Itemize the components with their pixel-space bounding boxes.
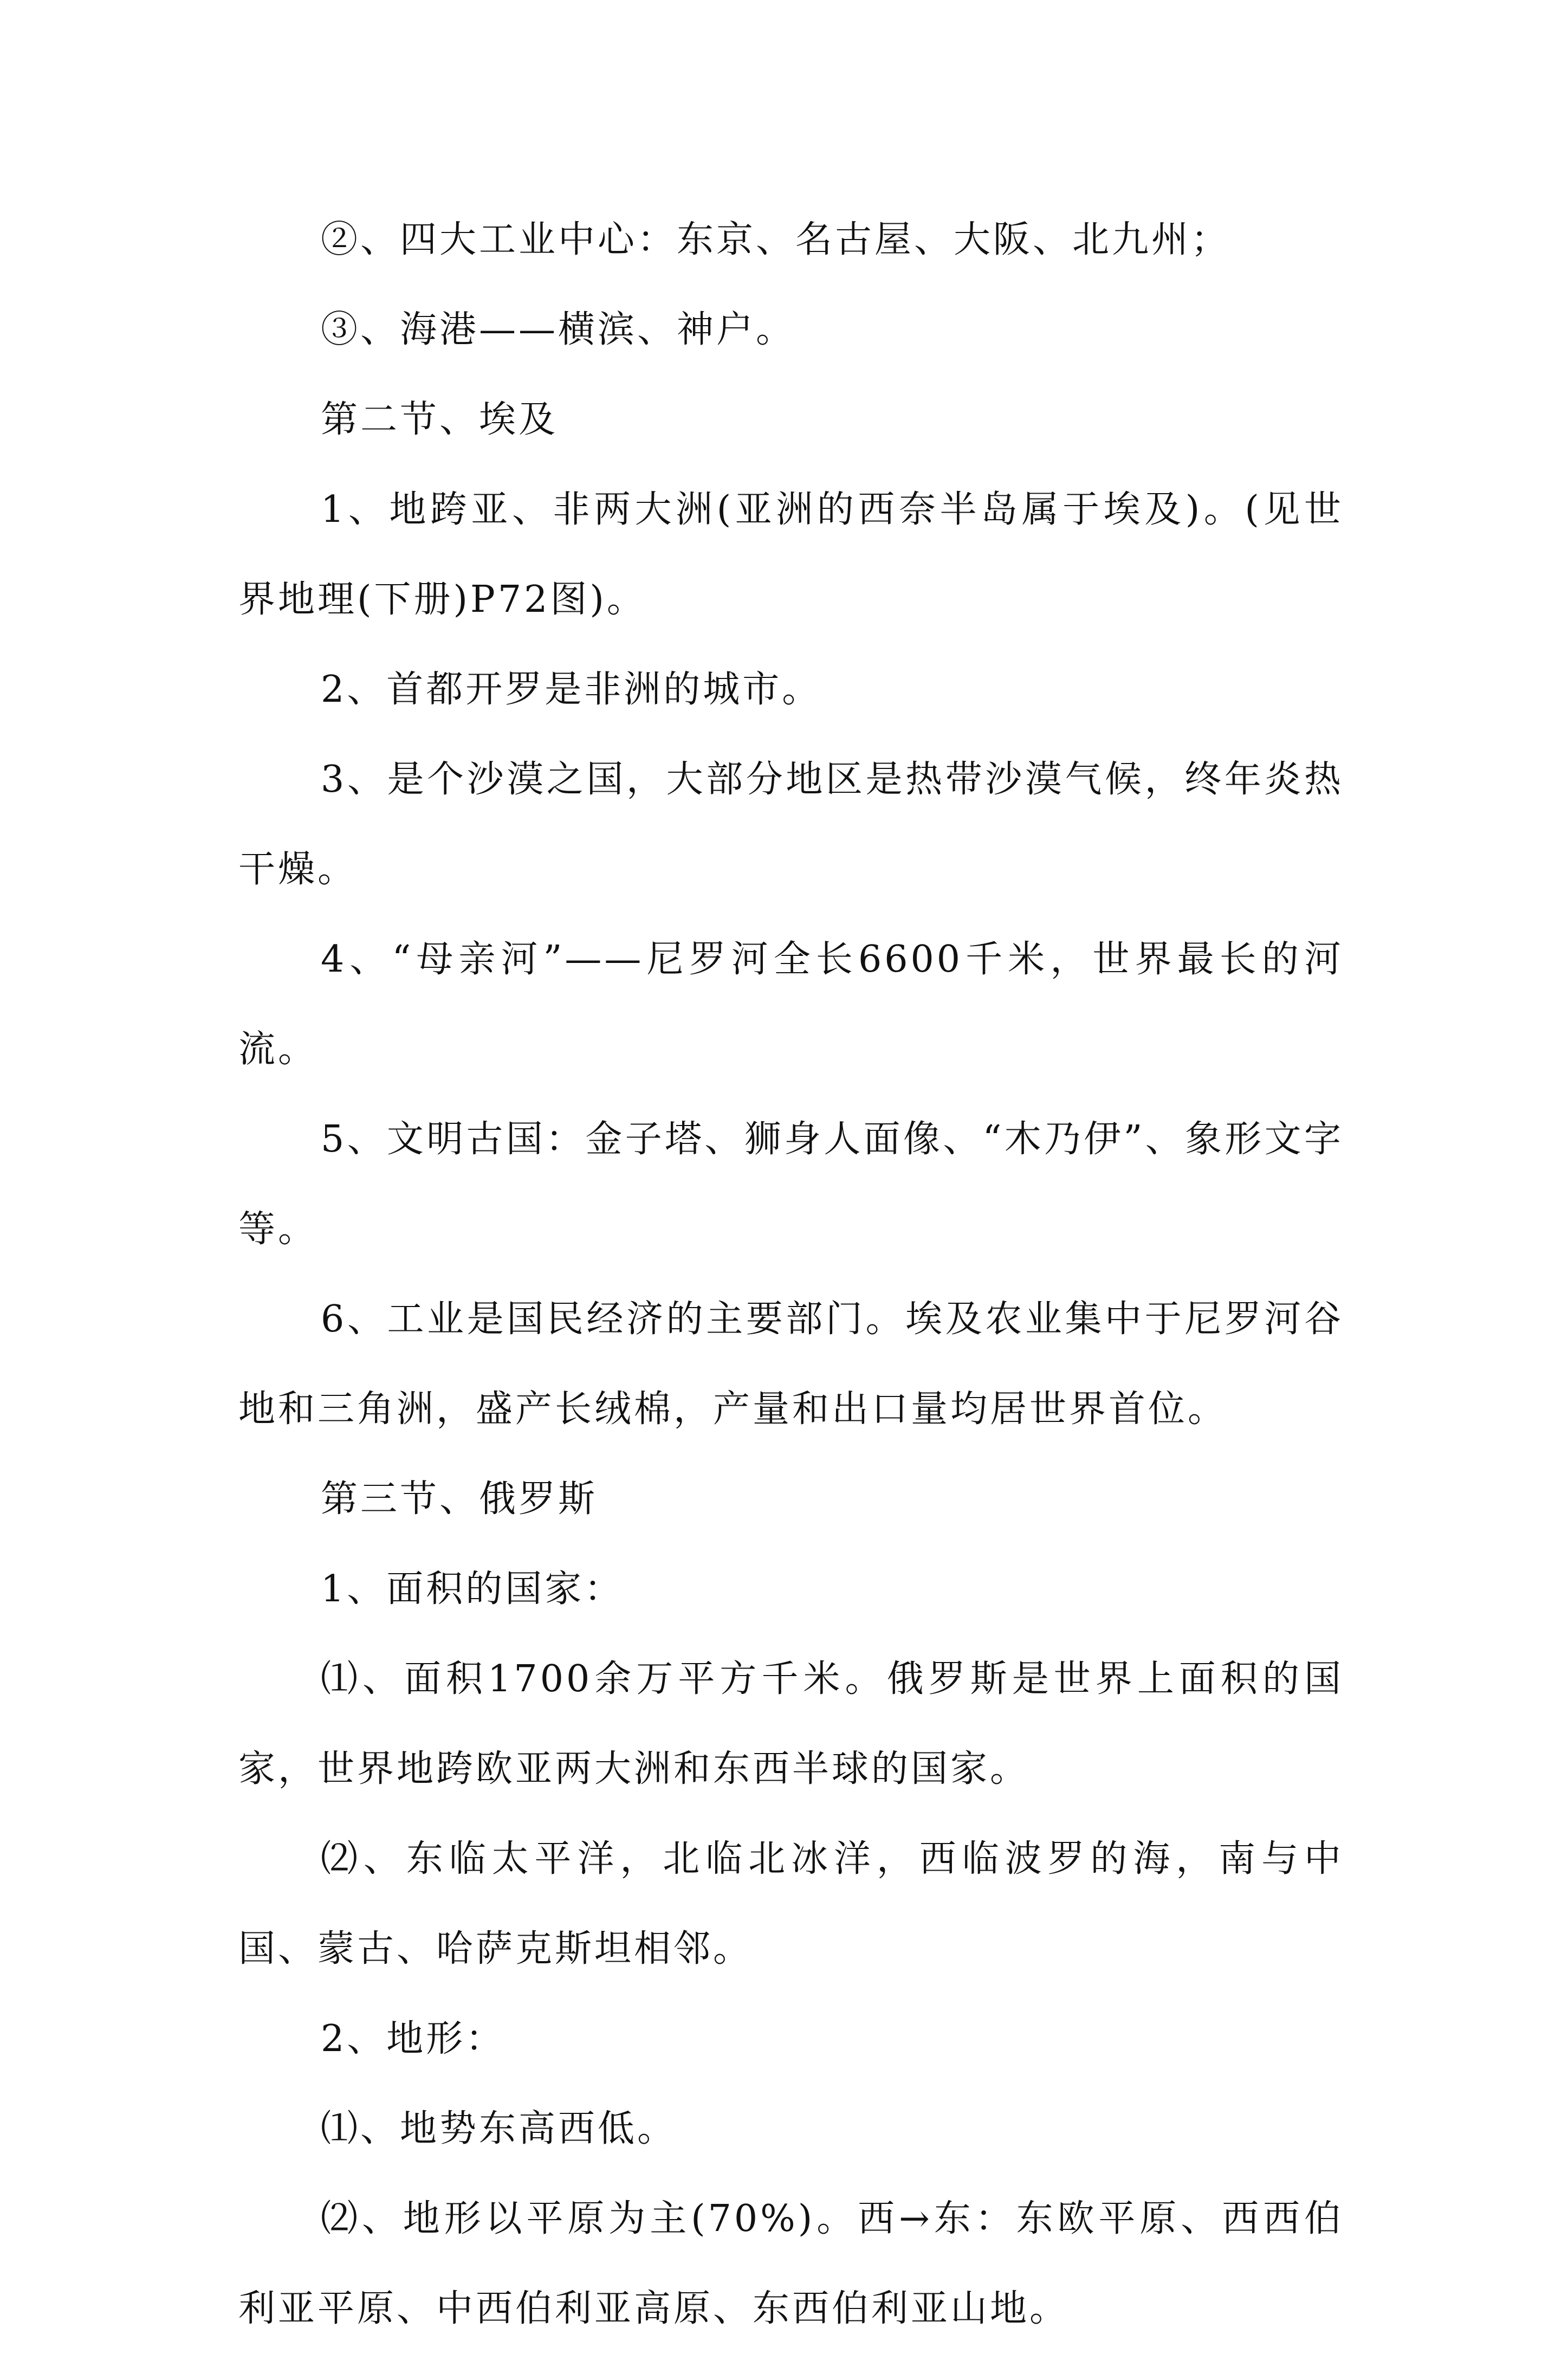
paragraph-seaports: ③、海港——横滨、神户。 <box>321 308 796 351</box>
paragraph-ancient-civilization: 5、文明古国：金子塔、狮身人面像、“木乃伊”、象形文字等。 <box>238 1118 1344 1251</box>
paragraph-russia-area-heading: 1、面积的国家： <box>321 1568 624 1611</box>
paragraph-terrain-plains: ⑵、地形以平原为主(70%)。西→东：东欧平原、西西伯利亚平原、中西伯利亚高原、东西伯利亚山地。 <box>238 2197 1344 2330</box>
paragraph-russia-borders: ⑵、东临太平洋，北临北冰洋，西临波罗的海，南与中国、蒙古、哈萨克斯坦相邻。 <box>238 1838 1344 1970</box>
paragraph-egypt-capital: 2、首都开罗是非洲的城市。 <box>321 668 822 711</box>
section-heading-egypt: 第二节、埃及 <box>321 398 559 441</box>
paragraph-terrain-heading: 2、地形： <box>321 2017 506 2060</box>
document-body <box>238 195 1344 2354</box>
section-heading-russia: 第三节、俄罗斯 <box>321 1478 598 1521</box>
paragraph-russia-area: ⑴、面积1700余万平方千米。俄罗斯是世界上面积的国家，世界地跨欧亚两大洲和东西半球的国家。 <box>238 1658 1344 1790</box>
paragraph-egypt-economy: 6、工业是国民经济的主要部门。埃及农业集中于尼罗河谷地和三角洲，盛产长绒棉，产量和出口量均居世界首位。 <box>238 1298 1344 1431</box>
paragraph-nile-river: 4、“母亲河”——尼罗河全长6600千米，世界最长的河流。 <box>238 938 1344 1071</box>
paragraph-terrain-elevation: ⑴、地势东高西低。 <box>321 2107 677 2150</box>
paragraph-industrial-centers: ②、四大工业中心：东京、名古屋、大阪、北九州； <box>321 218 1231 261</box>
paragraph-egypt-location: 1、地跨亚、非两大洲(亚洲的西奈半岛属于埃及)。(见世界地理(下册)P72图)。 <box>238 488 1344 621</box>
paragraph-egypt-climate: 3、是个沙漠之国，大部分地区是热带沙漠气候，终年炎热干燥。 <box>238 758 1344 891</box>
